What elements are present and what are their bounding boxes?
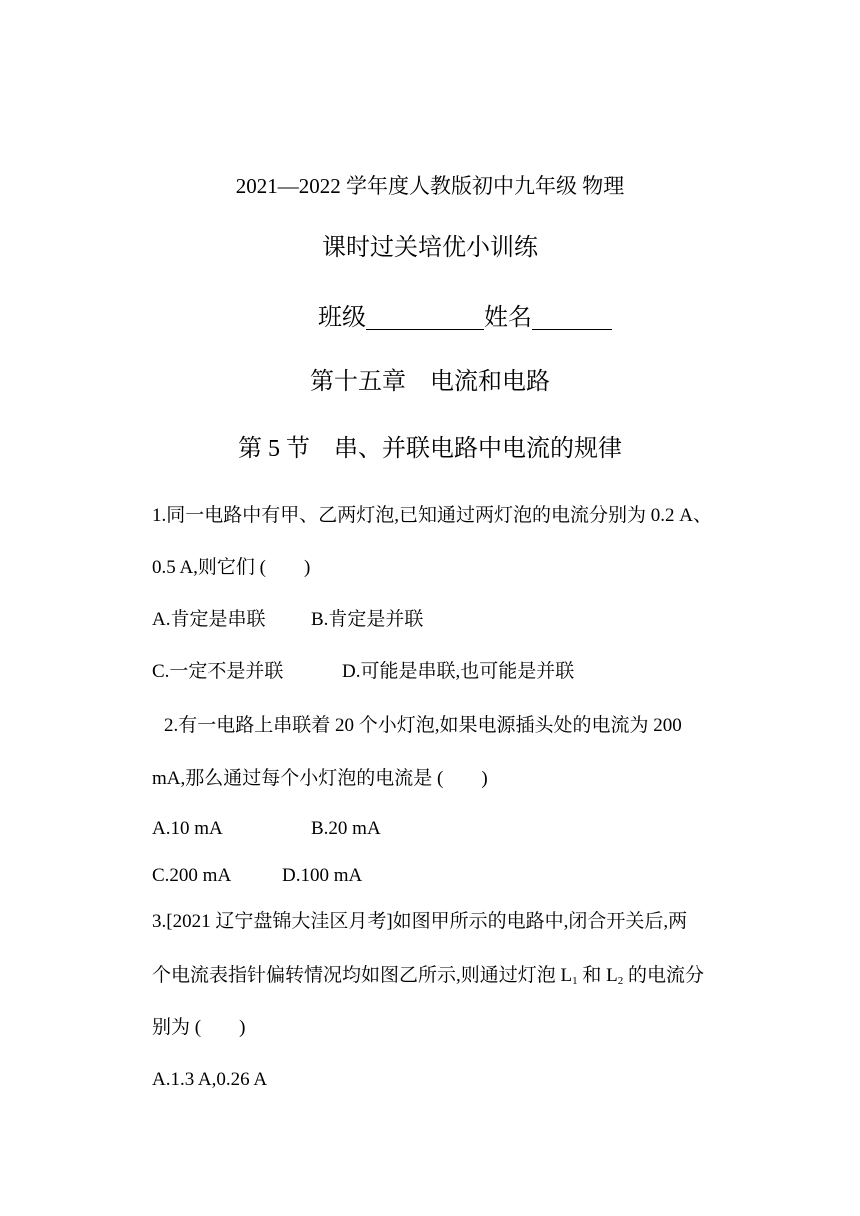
document-subtitle: 课时过关培优小训练 bbox=[322, 235, 538, 261]
q1-option-c: C.一定不是并联 bbox=[152, 661, 284, 682]
q3-subscript-1: 1 bbox=[572, 975, 578, 987]
q3-stem-line1: 3.[2021 辽宁盘锦大洼区月考]如图甲所示的电路中,闭合开关后,两 bbox=[152, 911, 688, 932]
q2-option-d: D.100 mA bbox=[282, 865, 363, 886]
q2-option-b: B.20 mA bbox=[311, 818, 381, 839]
q1-stem-line2: 0.5 A,则它们 ( ) bbox=[152, 557, 311, 578]
q1-option-b: B.肯定是并联 bbox=[311, 609, 424, 630]
class-name-line bbox=[318, 305, 612, 330]
q1-option-d: D.可能是串联,也可能是并联 bbox=[342, 661, 575, 682]
class-blank bbox=[366, 305, 484, 330]
q3-stem-line3: 别为 ( ) bbox=[152, 1017, 246, 1038]
name-blank bbox=[532, 305, 612, 330]
q3-option-a: A.1.3 A,0.26 A bbox=[152, 1069, 268, 1090]
q2-option-c: C.200 mA bbox=[152, 865, 232, 886]
q3-line2-part-b: 和 L bbox=[577, 965, 618, 986]
q3-line2-part-c: 的电流分 bbox=[623, 965, 704, 986]
q3-subscript-2: 2 bbox=[617, 975, 624, 987]
class-label: 班级 bbox=[318, 305, 366, 331]
q1-stem-line1: 1.同一电路中有甲、乙两灯泡,已知通过两灯泡的电流分别为 0.2 A、 bbox=[152, 505, 712, 526]
q3-line2-part-a: 个电流表指针偏转情况均如图乙所示,则通过灯泡 L bbox=[152, 965, 573, 986]
q1-option-a: A.肯定是串联 bbox=[152, 609, 266, 630]
q2-stem-line1: 2.有一电路上串联着 20 个小灯泡,如果电源插头处的电流为 200 bbox=[164, 715, 682, 736]
q3-stem-line2 bbox=[152, 966, 704, 985]
section-heading: 第 5 节 串、并联电路中电流的规律 bbox=[238, 436, 622, 462]
q2-stem-line2: mA,那么通过每个小灯泡的电流是 ( ) bbox=[152, 768, 488, 789]
q2-option-a: A.10 mA bbox=[152, 818, 223, 839]
name-label: 姓名 bbox=[484, 305, 532, 331]
document-title: 2021—2022 学年度人教版初中九年级 物理 bbox=[235, 174, 625, 198]
chapter-heading: 第十五章 电流和电路 bbox=[310, 369, 550, 395]
